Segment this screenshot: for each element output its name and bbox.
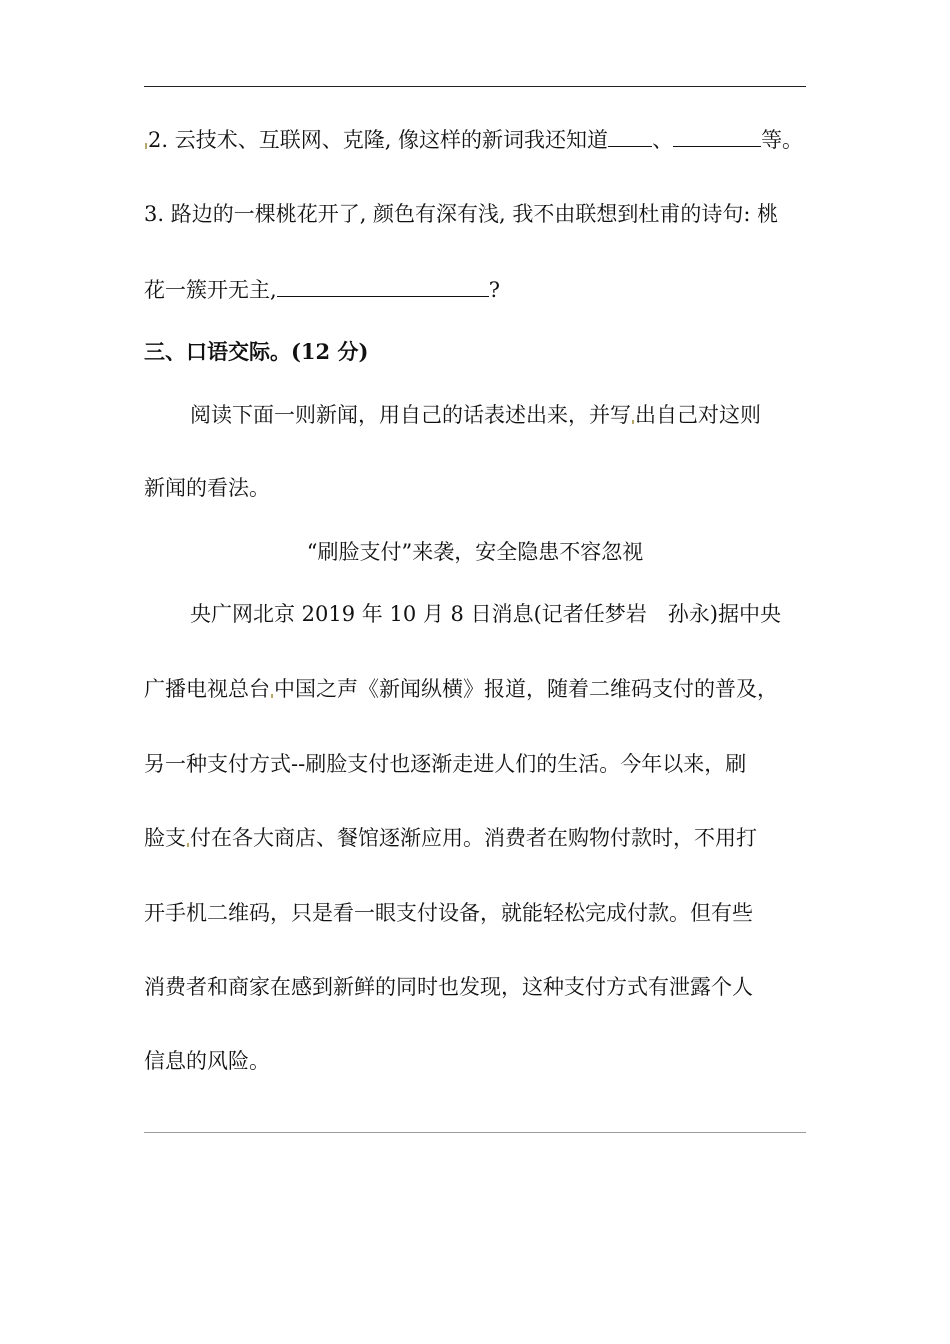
edit-mark	[145, 143, 147, 149]
answer-blank-3[interactable]	[277, 276, 489, 297]
news-paragraph-line-2	[144, 675, 778, 703]
edit-mark	[271, 694, 273, 698]
top-answer-line	[144, 86, 806, 87]
edit-mark	[187, 843, 189, 847]
question-2	[144, 126, 803, 154]
bottom-answer-line[interactable]	[144, 1132, 806, 1133]
news-paragraph-line-1: 央广网北京 2019 年 10 月 8 日消息(记者任梦岩 孙永)据中央	[190, 602, 781, 626]
question-3-line-2-end: ?	[488, 278, 500, 302]
instruction-part-a: 阅读下面一则新闻，用自己的话表述出来，并写	[190, 403, 631, 427]
news-paragraph-line-4	[144, 824, 757, 852]
news-line-2-part-a: 广播电视总台	[144, 677, 270, 701]
news-line-4-part-b: 付在各大商店、餐馆逐渐应用。消费者在购物付款时，不用打	[190, 826, 757, 850]
news-paragraph-line-3: 另一种支付方式--刷脸支付也逐渐走进人们的生活。今年以来，刷	[144, 752, 747, 776]
section-3-heading: 三、口语交际。(12 分)	[144, 339, 369, 364]
question-2-text: 2. 云技术、互联网、克隆, 像这样的新词我还知道	[148, 128, 609, 152]
news-paragraph-line-5: 开手机二维码，只是看一眼支付设备，就能轻松完成付款。但有些	[144, 901, 753, 925]
question-2-end: 等。	[761, 128, 804, 152]
question-3-line-2	[144, 276, 500, 304]
section-3-instruction-line-2: 新闻的看法。	[144, 476, 270, 500]
question-3-line-2-start: 花一簇开无主,	[144, 278, 277, 302]
news-paragraph-line-6: 消费者和商家在感到新鲜的同时也发现，这种支付方式有泄露个人	[144, 975, 753, 999]
news-line-4-part-a: 脸支	[144, 826, 186, 850]
section-3-instruction-line-1	[190, 401, 761, 429]
edit-mark	[632, 420, 634, 424]
answer-blank-2[interactable]	[673, 126, 761, 147]
question-2-separator: 、	[652, 128, 674, 152]
answer-blank-1[interactable]	[608, 126, 652, 147]
news-paragraph-line-7: 信息的风险。	[144, 1049, 270, 1073]
question-3-line-1: 3. 路边的一棵桃花开了, 颜色有深有浅, 我不由联想到杜甫的诗句: 桃	[144, 202, 779, 226]
instruction-part-b: 出自己对这则	[635, 403, 761, 427]
news-title: “刷脸支付”来袭，安全隐患不容忽视	[306, 540, 644, 564]
news-line-2-part-b: 中国之声《新闻纵横》报道，随着二维码支付的普及，	[274, 677, 778, 701]
